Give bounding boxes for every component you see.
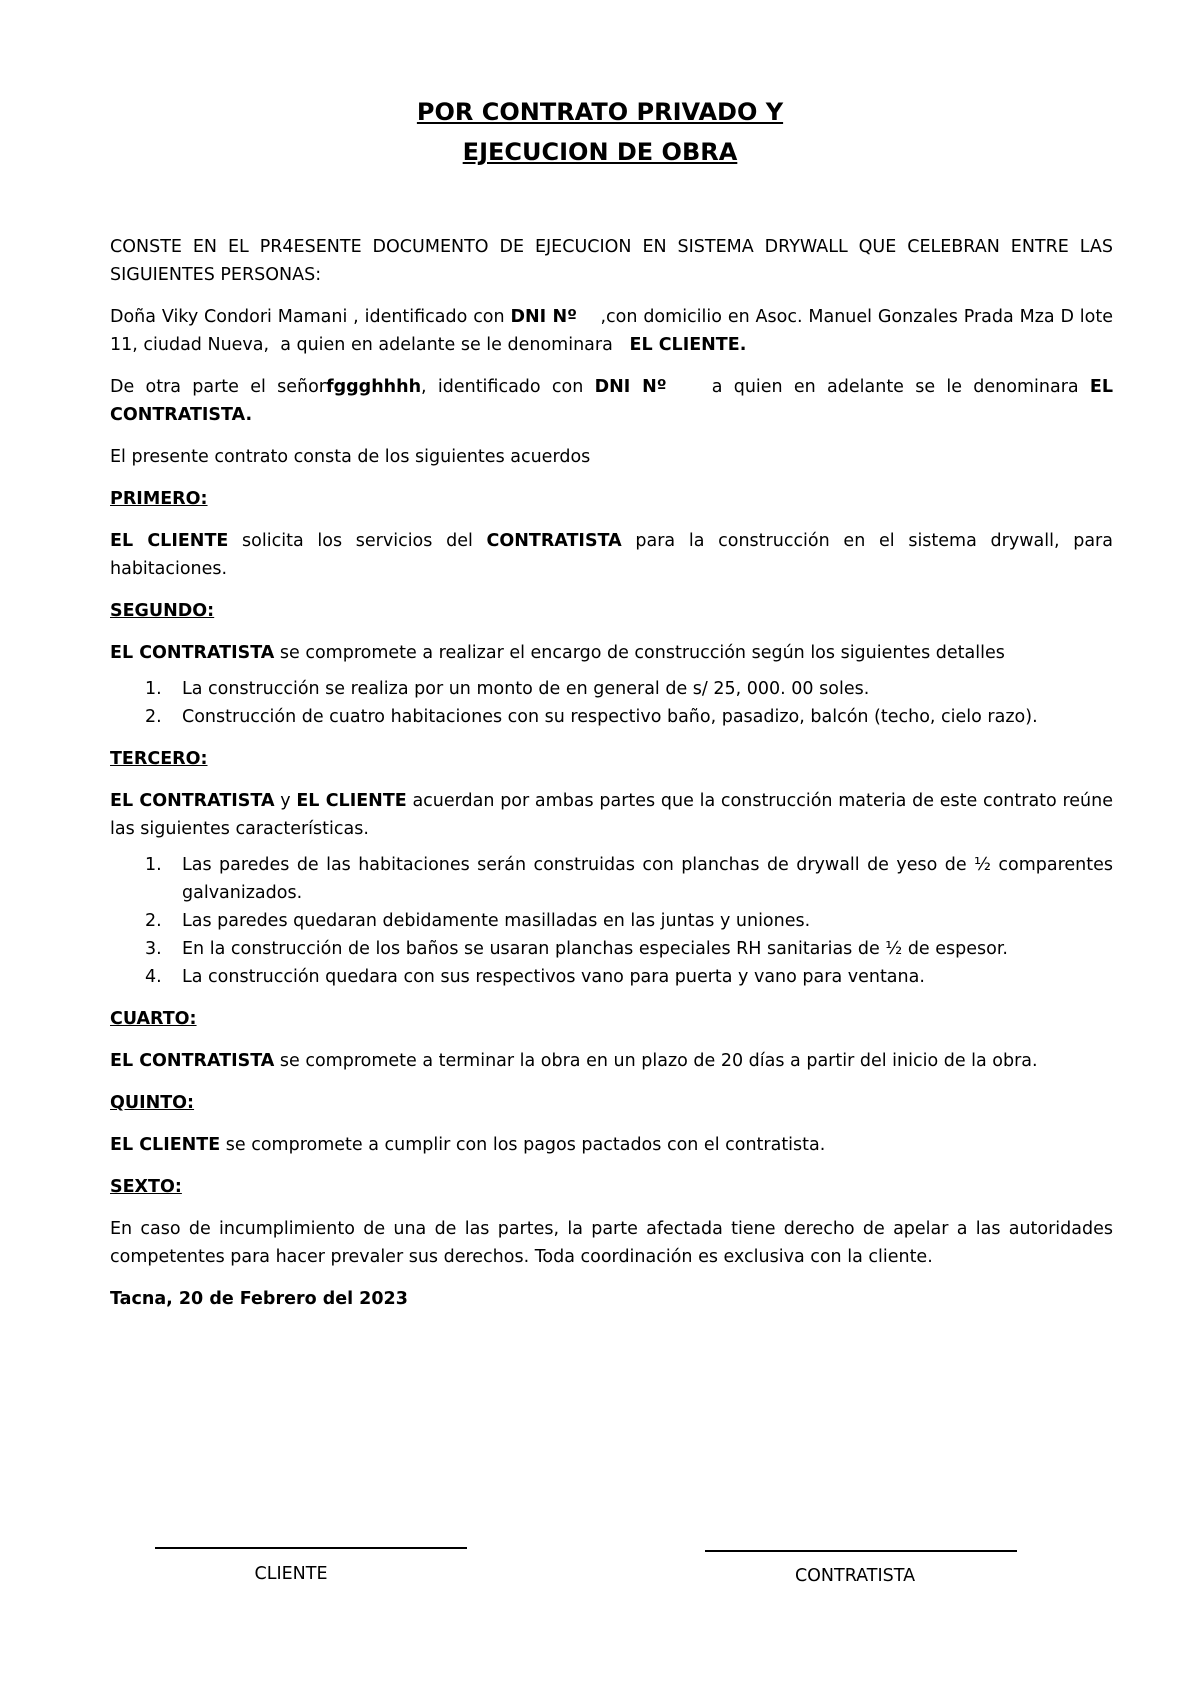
party-contractor-paragraph: De otra parte el señorfggghhhh, identificado con DNI Nº a quien en adelante se le denominara EL CONTRATISTA. (110, 377, 1113, 425)
signature-label-contractor: CONTRATISTA (794, 1566, 916, 1586)
list-item: 4. La construcción quedara con sus respectivos vano para puerta y vano para ventana. (145, 967, 925, 987)
clause-text-cuarto: EL CONTRATISTA se compromete a terminar la obra en un plazo de 20 días a partir del inicio de la obra. (110, 1051, 1038, 1071)
clause-heading-segundo: SEGUNDO: (110, 601, 215, 621)
document-date: Tacna, 20 de Febrero del 2023 (110, 1289, 408, 1309)
list-item: 3. En la construcción de los baños se usaran planchas especiales RH sanitarias de ½ de espesor. (145, 939, 1008, 959)
list-item: 2. Construcción de cuatro habitaciones con su respectivo baño, pasadizo, balcón (techo, cielo razo). (145, 707, 1038, 727)
clause-heading-sexto: SEXTO: (110, 1177, 182, 1197)
clause-text-quinto: EL CLIENTE se compromete a cumplir con los pagos pactados con el contratista. (110, 1135, 826, 1155)
signature-line-client (155, 1547, 467, 1549)
clause-heading-primero: PRIMERO: (110, 489, 208, 509)
clause-heading-cuarto: CUARTO: (110, 1009, 197, 1029)
agreement-intro: El presente contrato consta de los siguientes acuerdos (110, 447, 591, 467)
document-title-line-1: POR CONTRATO PRIVADO Y (416, 98, 784, 126)
clause-text-tercero: EL CONTRATISTA y EL CLIENTE acuerdan por ambas partes que la construcción materia de este contrato reúne las siguientes características. (110, 791, 1114, 839)
segundo-list (110, 675, 1113, 731)
signature-line-contractor (705, 1550, 1017, 1552)
list-item: 1. Las paredes de las habitaciones serán construidas con planchas de drywall de yeso de ½ comparentes galvanizados. (145, 855, 1113, 903)
clause-text-segundo: EL CONTRATISTA se compromete a realizar el encargo de construcción según los siguientes detalles (110, 643, 1005, 663)
list-item: 1. La construcción se realiza por un monto de en general de s/ 25, 000. 00 soles. (145, 679, 870, 699)
tercero-list (110, 851, 1113, 991)
clause-text-sexto: En caso de incumplimiento de una de las partes, la parte afectada tiene derecho de apelar a las autoridades competentes para hacer prevaler sus derechos. Toda coordinación es exclusiva con la cliente. (110, 1219, 1113, 1267)
clause-heading-tercero: TERCERO: (110, 749, 208, 769)
clause-heading-quinto: QUINTO: (110, 1093, 195, 1113)
document-title-line-2: EJECUCION DE OBRA (462, 138, 738, 166)
intro-paragraph: CONSTE EN EL PR4ESENTE DOCUMENTO DE EJECUCION EN SISTEMA DRYWALL QUE CELEBRAN ENTRE LAS SIGUIENTES PERSONAS: (110, 237, 1113, 285)
clause-text-primero: EL CLIENTE solicita los servicios del CONTRATISTA para la construcción en el sistema drywall, para habitaciones. (110, 531, 1113, 579)
party-client-paragraph: Doña Viky Condori Mamani , identificado con DNI Nº ,con domicilio en Asoc. Manuel Gonzales Prada Mza D lote 11, ciudad Nueva, a quien en adelante se le denominara EL CLIENTE. (110, 307, 1119, 355)
document-body (110, 233, 1119, 1327)
signature-label-client: CLIENTE (254, 1564, 328, 1584)
list-item: 2. Las paredes quedaran debidamente masilladas en las juntas y uniones. (145, 911, 811, 931)
